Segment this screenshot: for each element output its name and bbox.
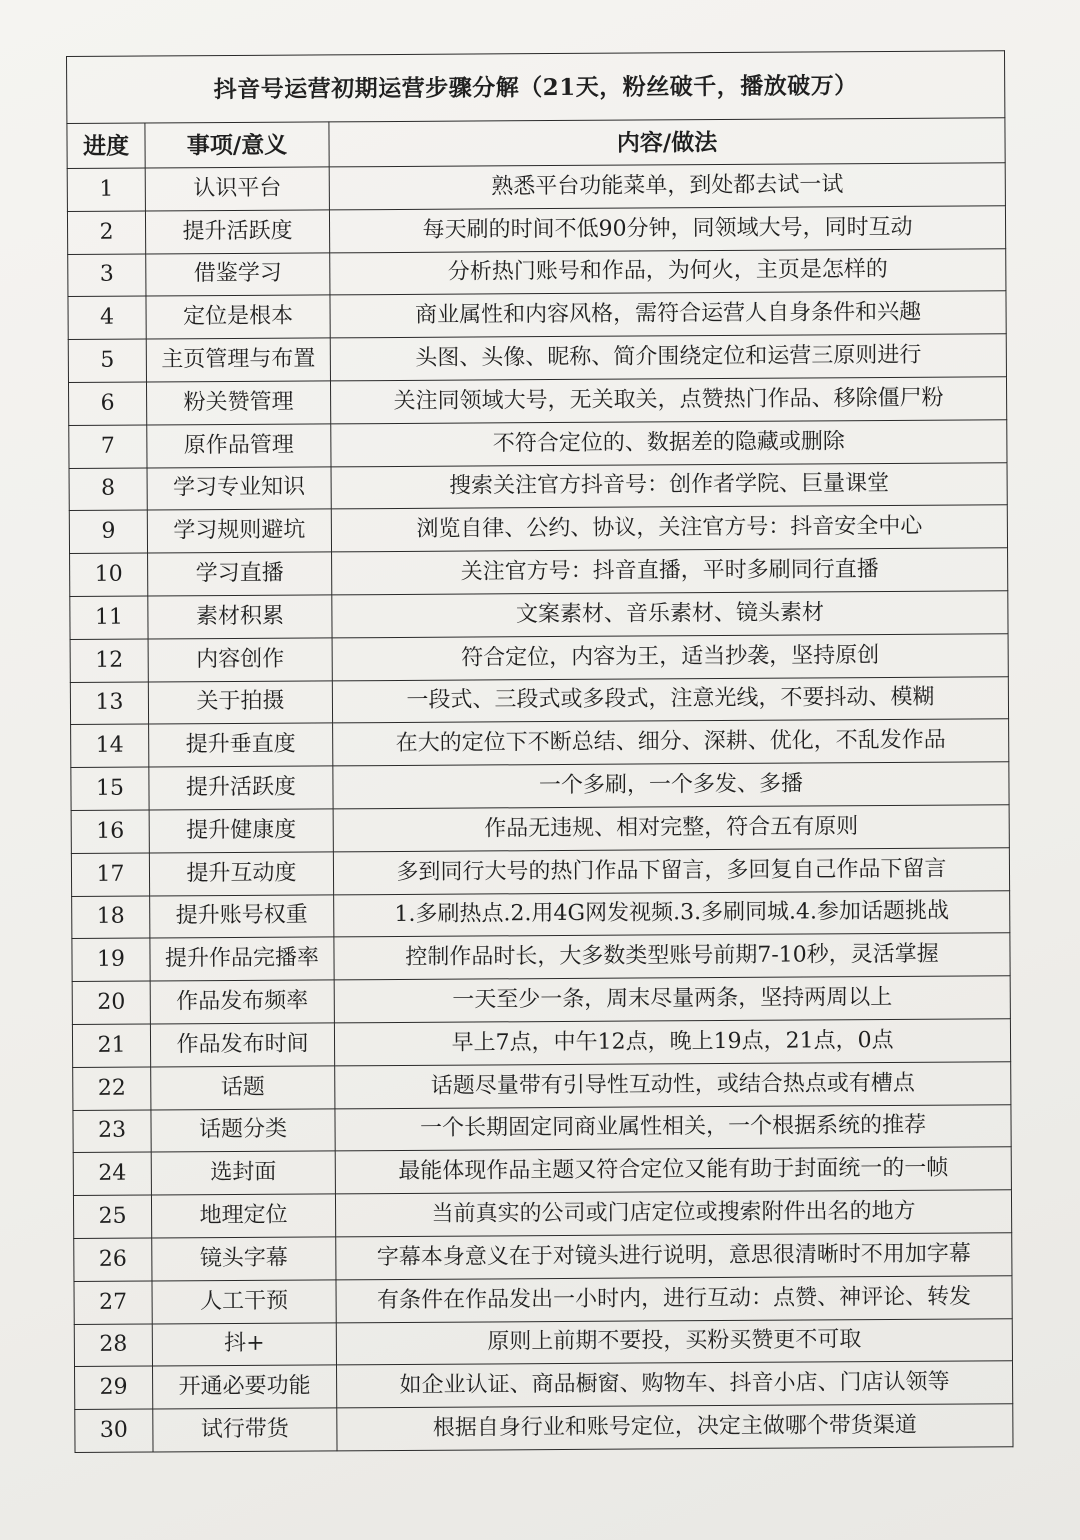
row-item: 选封面 xyxy=(151,1151,335,1195)
table-row xyxy=(74,1318,1012,1367)
row-content: 多到同行大号的热门作品下留言，多回复自己作品下留言 xyxy=(333,848,1009,895)
row-item: 粉关赞管理 xyxy=(146,381,330,425)
row-item: 提升活跃度 xyxy=(145,210,329,254)
row-content: 关注同领域大号，无关取关，点赞热门作品、移除僵尸粉 xyxy=(330,377,1006,424)
row-item: 关于拍摄 xyxy=(148,680,332,724)
row-number: 17 xyxy=(71,853,149,896)
table-row xyxy=(73,1061,1011,1110)
table-row xyxy=(72,890,1010,939)
row-content: 有条件在作品发出一小时内，进行互动：点赞、神评论、转发 xyxy=(336,1275,1012,1322)
row-content: 字幕本身意义在于对镜头进行说明，意思很清晰时不用加字幕 xyxy=(336,1233,1012,1280)
row-item: 抖+ xyxy=(152,1322,336,1366)
row-item: 主页管理与布置 xyxy=(146,338,330,382)
row-item: 认识平台 xyxy=(145,167,329,211)
row-content: 根据自身行业和账号定位，决定主做哪个带货渠道 xyxy=(337,1404,1013,1451)
table-row xyxy=(74,1275,1012,1324)
row-item: 素材积累 xyxy=(148,595,332,639)
row-content: 每天刷的时间不低90分钟，同领域大号，同时互动 xyxy=(329,206,1005,253)
row-number: 9 xyxy=(69,510,147,553)
row-content: 一天至少一条，周末尽量两条，坚持两周以上 xyxy=(334,976,1010,1023)
row-number: 15 xyxy=(71,767,149,810)
table-row xyxy=(69,420,1007,469)
row-number: 4 xyxy=(68,296,146,339)
table-row xyxy=(75,1404,1013,1453)
row-content: 分析热门账号和作品，为何火，主页是怎样的 xyxy=(330,248,1006,295)
row-number: 8 xyxy=(69,468,147,511)
table-row xyxy=(71,848,1009,897)
row-item: 镜头字幕 xyxy=(152,1237,336,1281)
row-content: 商业属性和内容风格，需符合运营人自身条件和兴趣 xyxy=(330,291,1006,338)
row-content: 在大的定位下不断总结、细分、深耕、优化，不乱发作品 xyxy=(333,719,1009,766)
table-row xyxy=(73,1104,1011,1153)
table-row xyxy=(67,206,1005,255)
row-content: 符合定位，内容为王，适当抄袭，坚持原创 xyxy=(332,634,1008,681)
row-item: 借鉴学习 xyxy=(146,252,330,296)
row-content: 不符合定位的、数据差的隐藏或删除 xyxy=(331,420,1007,467)
table-row xyxy=(72,933,1010,982)
row-number: 20 xyxy=(72,981,150,1024)
row-number: 19 xyxy=(72,938,150,981)
row-number: 27 xyxy=(74,1281,152,1324)
row-content: 如企业认证、商品橱窗、购物车、抖音小店、门店认领等 xyxy=(337,1361,1013,1408)
table-row xyxy=(68,377,1006,426)
row-number: 5 xyxy=(68,339,146,382)
row-item: 话题 xyxy=(151,1066,335,1110)
table-body xyxy=(67,163,1013,1453)
row-content: 早上7点，中午12点，晚上19点，21点，0点 xyxy=(334,1019,1010,1066)
row-content: 控制作品时长，大多数类型账号前期7-10秒，灵活掌握 xyxy=(334,933,1010,980)
table-row xyxy=(72,976,1010,1025)
row-content: 一段式、三段式或多段式，注意光线，不要抖动、模糊 xyxy=(332,676,1008,723)
row-number: 23 xyxy=(73,1110,151,1153)
row-number: 14 xyxy=(71,724,149,767)
table-row xyxy=(71,719,1009,768)
table-row xyxy=(69,462,1007,511)
row-item: 原作品管理 xyxy=(147,424,331,468)
row-number: 28 xyxy=(74,1324,152,1367)
row-content: 头图、头像、昵称、简介围绕定位和运营三原则进行 xyxy=(330,334,1006,381)
row-item: 提升互动度 xyxy=(149,852,333,896)
table-row xyxy=(74,1233,1012,1282)
row-item: 开通必要功能 xyxy=(153,1365,337,1409)
row-number: 2 xyxy=(67,211,145,254)
row-item: 话题分类 xyxy=(151,1108,335,1152)
table-row xyxy=(68,334,1006,383)
row-content: 关注官方号：抖音直播，平时多刷同行直播 xyxy=(332,548,1008,595)
row-number: 25 xyxy=(73,1195,151,1238)
header-content: 内容/做法 xyxy=(329,118,1005,167)
table-row xyxy=(73,1147,1011,1196)
row-content: 作品无违规、相对完整，符合五有原则 xyxy=(333,805,1009,852)
row-item: 提升健康度 xyxy=(149,809,333,853)
row-number: 13 xyxy=(70,682,148,725)
table-row xyxy=(69,505,1007,554)
table-row xyxy=(70,676,1008,725)
row-content: 原则上前期不要投，买粉买赞更不可取 xyxy=(336,1318,1012,1365)
row-number: 22 xyxy=(73,1067,151,1110)
row-content: 话题尽量带有引导性互动性，或结合热点或有槽点 xyxy=(335,1061,1011,1108)
row-content: 熟悉平台功能菜单，到处都去试一试 xyxy=(329,163,1005,210)
table-row xyxy=(70,634,1008,683)
row-number: 10 xyxy=(70,553,148,596)
row-item: 作品发布时间 xyxy=(150,1023,334,1067)
row-number: 21 xyxy=(72,1024,150,1067)
row-number: 3 xyxy=(68,254,146,297)
table-row xyxy=(68,291,1006,340)
row-content: 当前真实的公司或门店定位或搜索附件出名的地方 xyxy=(335,1190,1011,1237)
table-row xyxy=(70,548,1008,597)
operations-table xyxy=(66,50,1014,1453)
row-item: 学习规则避坑 xyxy=(147,509,331,553)
table-row xyxy=(67,163,1005,212)
row-content: 一个长期固定同商业属性相关，一个根据系统的推荐 xyxy=(335,1104,1011,1151)
table-title: 抖音号运营初期运营步骤分解（21天，粉丝破千，播放破万） xyxy=(67,51,1005,124)
row-content: 1.多刷热点.2.用4G网发视频.3.多刷同城.4.参加话题挑战 xyxy=(334,890,1010,937)
row-item: 试行带货 xyxy=(153,1408,337,1452)
row-number: 24 xyxy=(73,1152,151,1195)
row-number: 1 xyxy=(67,168,145,211)
row-item: 学习直播 xyxy=(148,552,332,596)
row-item: 提升活跃度 xyxy=(149,766,333,810)
row-number: 7 xyxy=(69,425,147,468)
row-item: 作品发布频率 xyxy=(150,980,334,1024)
row-item: 学习专业知识 xyxy=(147,466,331,510)
row-content: 最能体现作品主题又符合定位又能有助于封面统一的一帧 xyxy=(335,1147,1011,1194)
table-row xyxy=(73,1190,1011,1239)
row-content: 浏览自律、公约、协议，关注官方号：抖音安全中心 xyxy=(331,505,1007,552)
row-item: 内容创作 xyxy=(148,638,332,682)
table-row xyxy=(68,248,1006,297)
row-item: 定位是根本 xyxy=(146,295,330,339)
row-number: 16 xyxy=(71,810,149,853)
table-row xyxy=(75,1361,1013,1410)
table-row xyxy=(70,591,1008,640)
row-item: 提升垂直度 xyxy=(149,723,333,767)
row-number: 12 xyxy=(70,639,148,682)
header-item: 事项/意义 xyxy=(145,122,329,168)
row-number: 26 xyxy=(74,1238,152,1281)
table-row xyxy=(71,762,1009,811)
row-number: 11 xyxy=(70,596,148,639)
document-sheet xyxy=(66,50,1013,1453)
row-number: 6 xyxy=(68,382,146,425)
row-number: 30 xyxy=(75,1409,153,1452)
row-number: 18 xyxy=(72,896,150,939)
row-number: 29 xyxy=(75,1366,153,1409)
row-content: 文案素材、音乐素材、镜头素材 xyxy=(332,591,1008,638)
row-content: 搜索关注官方抖音号：创作者学院、巨量课堂 xyxy=(331,462,1007,509)
header-progress: 进度 xyxy=(67,123,145,168)
row-content: 一个多刷，一个多发、多播 xyxy=(333,762,1009,809)
row-item: 人工干预 xyxy=(152,1280,336,1324)
row-item: 提升作品完播率 xyxy=(150,937,334,981)
row-item: 地理定位 xyxy=(151,1194,335,1238)
table-row xyxy=(71,805,1009,854)
table-row xyxy=(72,1019,1010,1068)
row-item: 提升账号权重 xyxy=(150,894,334,938)
